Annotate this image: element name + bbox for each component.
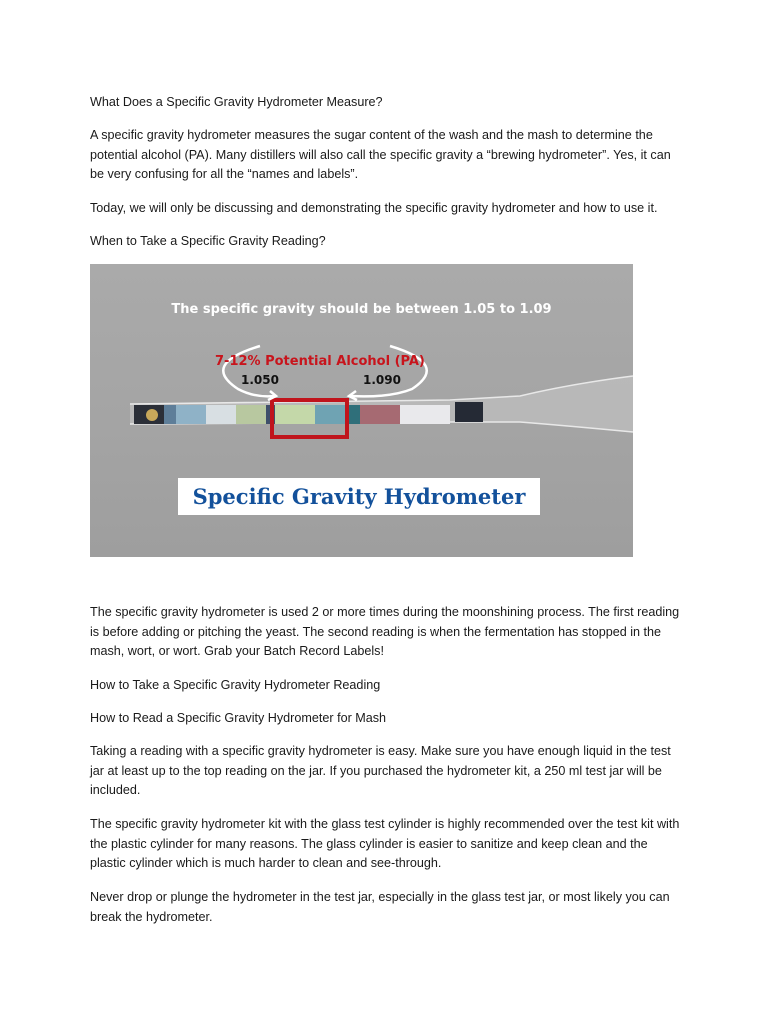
- heading-how-to-take: How to Take a Specific Gravity Hydrometer Reading: [90, 678, 381, 692]
- paragraph-used-times: The specific gravity hydrometer is used 2 or more times during the moonshining process. The first reading is before adding or pitching the yeast. The second reading is when the fermentation has stopped in the mash, wort, or wort. Grab your Batch Record Labels!: [90, 605, 680, 658]
- paragraph-today: Today, we will only be discussing and demonstrating the specific gravity hydrometer and how to use it.: [90, 201, 658, 215]
- heading-how-to-read: How to Read a Specific Gravity Hydrometer for Mash: [90, 711, 387, 725]
- heading-when-to-take: When to Take a Specific Gravity Reading?: [90, 234, 326, 248]
- figure-high-value: 1.090: [363, 373, 401, 387]
- paragraph-glass-cylinder: The specific gravity hydrometer kit with the glass test cylinder is highly recommended over the test kit with the plastic cylinder for many reasons. The glass cylinder is easier to sanitize and keep clean and the plastic cylinder which is much harder to clean and see-through.: [90, 817, 680, 870]
- figure-banner: Specific Gravity Hydrometer: [178, 478, 540, 515]
- paragraph-intro: A specific gravity hydrometer measures the sugar content of the wash and the mash to determine the potential alcohol (PA). Many distillers will also call the specific gravity a “brewing hydrometer”. Yes, it can be very confusing for all the “names and labels”.: [90, 128, 671, 181]
- figure-low-value: 1.050: [241, 373, 279, 387]
- figure-top-caption: The specific gravity should be between 1.05 to 1.09: [171, 302, 552, 317]
- figure-potential-alcohol-label: 7-12% Potential Alcohol (PA): [215, 354, 425, 369]
- paragraph-taking-reading: Taking a reading with a specific gravity hydrometer is easy. Make sure you have enough liquid in the test jar at least up to the top reading on the jar. If you purchased the hydrometer kit, a 250 ml test jar will be included.: [90, 744, 671, 797]
- hydrometer-figure: [90, 264, 633, 557]
- paragraph-never-drop: Never drop or plunge the hydrometer in the test jar, especially in the glass test jar, or most likely you can break the hydrometer.: [90, 890, 670, 924]
- heading-what-does: What Does a Specific Gravity Hydrometer Measure?: [90, 95, 383, 109]
